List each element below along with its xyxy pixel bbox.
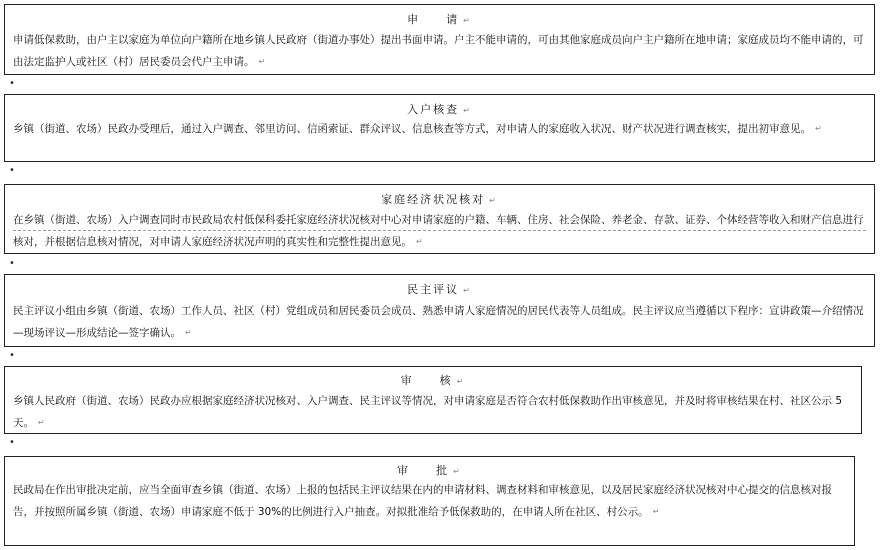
step-apply-box: [4, 4, 875, 75]
step-household-check-box: [4, 94, 875, 162]
step-democratic-review-box: [4, 274, 875, 347]
step-economic-verify-title: 家庭经济状况核对 ↵: [381, 193, 498, 206]
step-economic-verify-text: 在乡镇（街道、农场）入户调查同时市民政局农村低保科委托家庭经济状况核对中心对申请家庭的户籍、车辆、住房、社会保险、养老金、存款、证券、个体经营等收入和财产信息进行核对，并根据信息核对情况，对申请人家庭经济状况声明的真实性和完整性提出意见。 ↵: [13, 214, 864, 248]
step-economic-verify-box: [4, 184, 875, 254]
step-audit-text: 乡镇人民政府（街道、农场）民政办应根据家庭经济状况核对、入户调查、民主评议等情况，对申请家庭是否符合农村低保救助作出审核意见，并及时将审核结果在村、社区公示 5 天。 ↵: [13, 395, 843, 429]
step-approval-box: [4, 456, 855, 546]
step-household-check-text: 乡镇（街道、农场）民政办受理后，通过入户调查、邻里访问、信函索证、群众评议、信息核查等方式，对申请人的家庭收入状况、财产状况进行调查核实，提出初审意见。 ↵: [13, 123, 822, 135]
step-audit-title: 审 核 ↵: [400, 374, 466, 387]
separator: •: [9, 258, 15, 269]
separator: •: [9, 350, 15, 361]
step-democratic-review-text: 民主评议小组由乡镇（街道、农场）工作人员、社区（村）党组成员和居民委员会成员、熟悉申请人家庭情况的居民代表等人员组成。民主评议应当遵循以下程序：宣讲政策—介绍情况—现场评议—形成结论—签字确认。 ↵: [13, 305, 864, 339]
step-apply-title: 申 请 ↵: [407, 13, 472, 26]
step-audit-box: [4, 366, 862, 434]
separator: •: [9, 78, 15, 89]
step-approval-title: 审 批 ↵: [397, 464, 462, 477]
step-household-check-title: 入户核查 ↵: [407, 103, 472, 116]
step-approval-text: 民政局在作出审批决定前，应当全面审查乡镇（街道、农场）上报的包括民主评议结果在内的申请材料、调查材料和审核意见，以及居民家庭经济状况核对中心提交的信息核对报告，并按照所属乡镇（街道、农场）申请家庭不低于 30%的比例进行入户抽查。对拟批准给予低保救助的，在申请人所在社区、村公示。 ↵: [13, 484, 832, 518]
step-democratic-review-title: 民主评议 ↵: [407, 283, 472, 296]
step-apply-text: 申请低保救助，由户主以家庭为单位向户籍所在地乡镇人民政府（街道办事处）提出书面申请。户主不能申请的，可由其他家庭成员向户主户籍所在地申请；家庭成员均不能申请的，可由法定监护人或社区（村）居民委员会代户主申请。 ↵: [13, 34, 864, 68]
separator: •: [9, 437, 15, 448]
separator: •: [9, 165, 15, 176]
